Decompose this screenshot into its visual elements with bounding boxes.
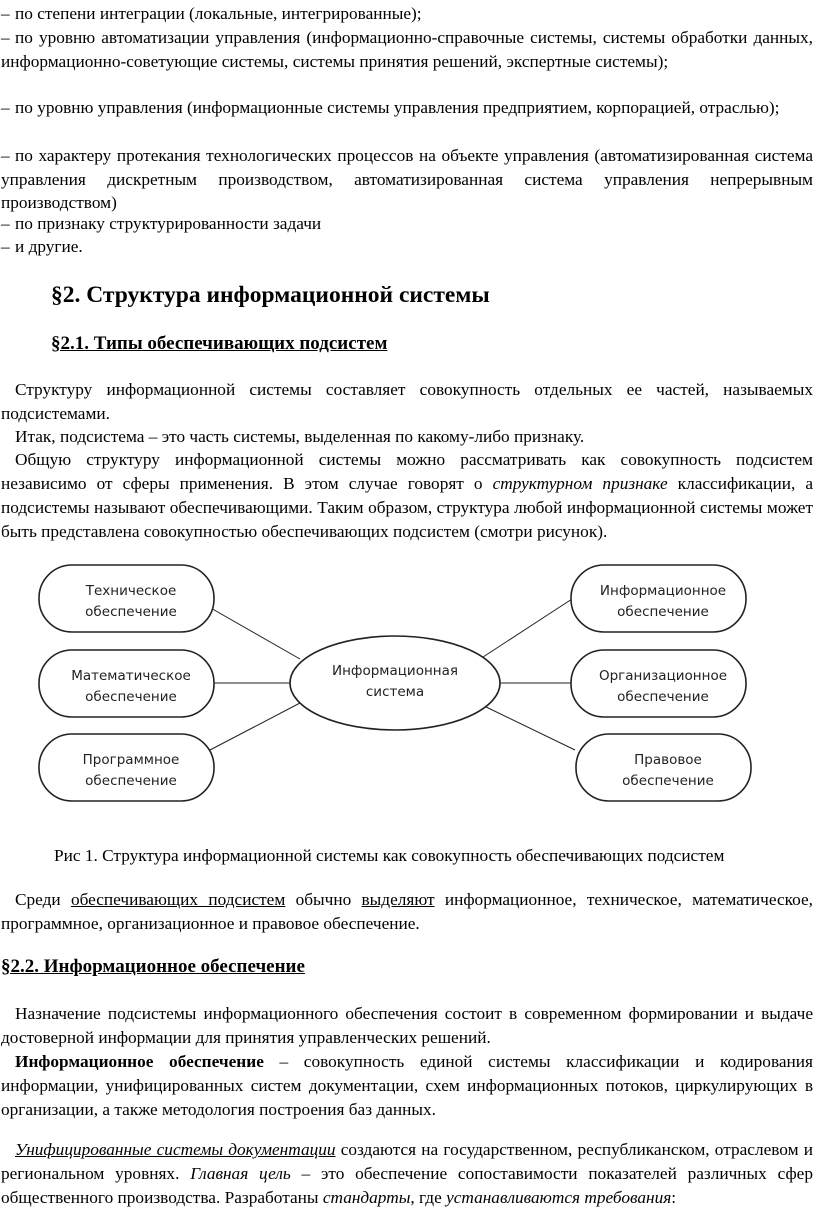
node-label: обеспечение (85, 773, 177, 789)
node-label: обеспечение (617, 604, 709, 620)
section-title: §2. Структура информационной системы (51, 282, 490, 308)
list-item: – и другие. (1, 235, 813, 259)
dash: – (1, 4, 10, 23)
figure-caption: Рис 1. Структура информационной системы как совокупность обеспечивающих подсистем (54, 846, 725, 865)
center-label: система (365, 684, 425, 700)
connector-line (482, 705, 575, 750)
connector-line (480, 599, 572, 659)
paragraph: Общую структуру информационной системы можно рассматривать как совокупность подсистем независимо от сферы применения. В этом случае говорят о структурном признаке классификации, а подсистемы называют обеспечивающими. Таким образом, структура любой информационной системы может быть представлена совокупностью обеспечивающих подсистем (смотри рисунок). (1, 450, 813, 541)
list-item: – по уровню автоматизации управления (информационно-справочные системы, системы обработки данных, информационно-советующие системы, системы принятия решений, экспертные системы); (1, 28, 813, 71)
node-label: обеспечение (617, 689, 709, 705)
node-label: обеспечение (85, 604, 177, 620)
paragraph: Структуру информационной системы составляет совокупность отдельных ее частей, называемых подсистемами. (1, 380, 813, 423)
connector-line (210, 703, 300, 750)
paragraph: Итак, подсистема – это часть системы, выделенная по какому-либо признаку. (15, 427, 585, 446)
node-center (290, 636, 500, 730)
list-item: – по степени интеграции (локальные, интегрированные); (1, 2, 813, 26)
list-item: – по характеру протекания технологических процессов на объекте управления (автоматизированная система управления дискретным производством, автоматизированная система управления непрерывным производством) (1, 146, 813, 212)
center-label: Информационная (331, 663, 459, 679)
dash: – (1, 146, 10, 165)
node-label: Техническое (85, 583, 177, 599)
dash: – (1, 28, 10, 47)
dash: – (1, 214, 10, 233)
paragraph: Назначение подсистемы информационного обеспечения состоит в современном формировании и выдаче достоверной информации для принятия управленческих решений. (1, 1004, 813, 1047)
dash: – (1, 237, 10, 256)
subsection-title: §2.1. Типы обеспечивающих подсистем (51, 333, 388, 354)
list-item: – по уровню управления (информационные системы управления предприятием, корпорацией, отраслью); (1, 96, 813, 120)
node-label: Правовое (634, 752, 702, 768)
list-item: – по признаку структурированности задачи (1, 212, 813, 236)
dash: – (1, 98, 10, 117)
paragraph: Унифицированные системы документации создаются на государственном, республиканском, отраслевом и региональном уровнях. Главная цель – это обеспечение сопоставимости показателей различных сфер общественного производства. Разработаны стандарты, где устанавливаются требования: (1, 1140, 813, 1207)
node-label: Программное (82, 752, 180, 768)
node-label: Организационное (598, 668, 728, 684)
paragraph: Среди обеспечивающих подсистем обычно выделяют информационное, техническое, математическое, программное, организационное и правовое обеспечение. (1, 890, 813, 933)
subsection-title: §2.2. Информационное обеспечение (1, 956, 305, 977)
structure-diagram (0, 555, 816, 815)
paragraph: Информационное обеспечение – совокупность единой системы классификации и кодирования информации, унифицированных систем документации, схем информационных потоков, циркулирующих в организации, а также методология построения баз данных. (1, 1052, 813, 1119)
node-label: Математическое (71, 668, 191, 684)
node-label: Информационное (599, 583, 727, 599)
node-label: обеспечение (622, 773, 714, 789)
node-label: обеспечение (85, 689, 177, 705)
